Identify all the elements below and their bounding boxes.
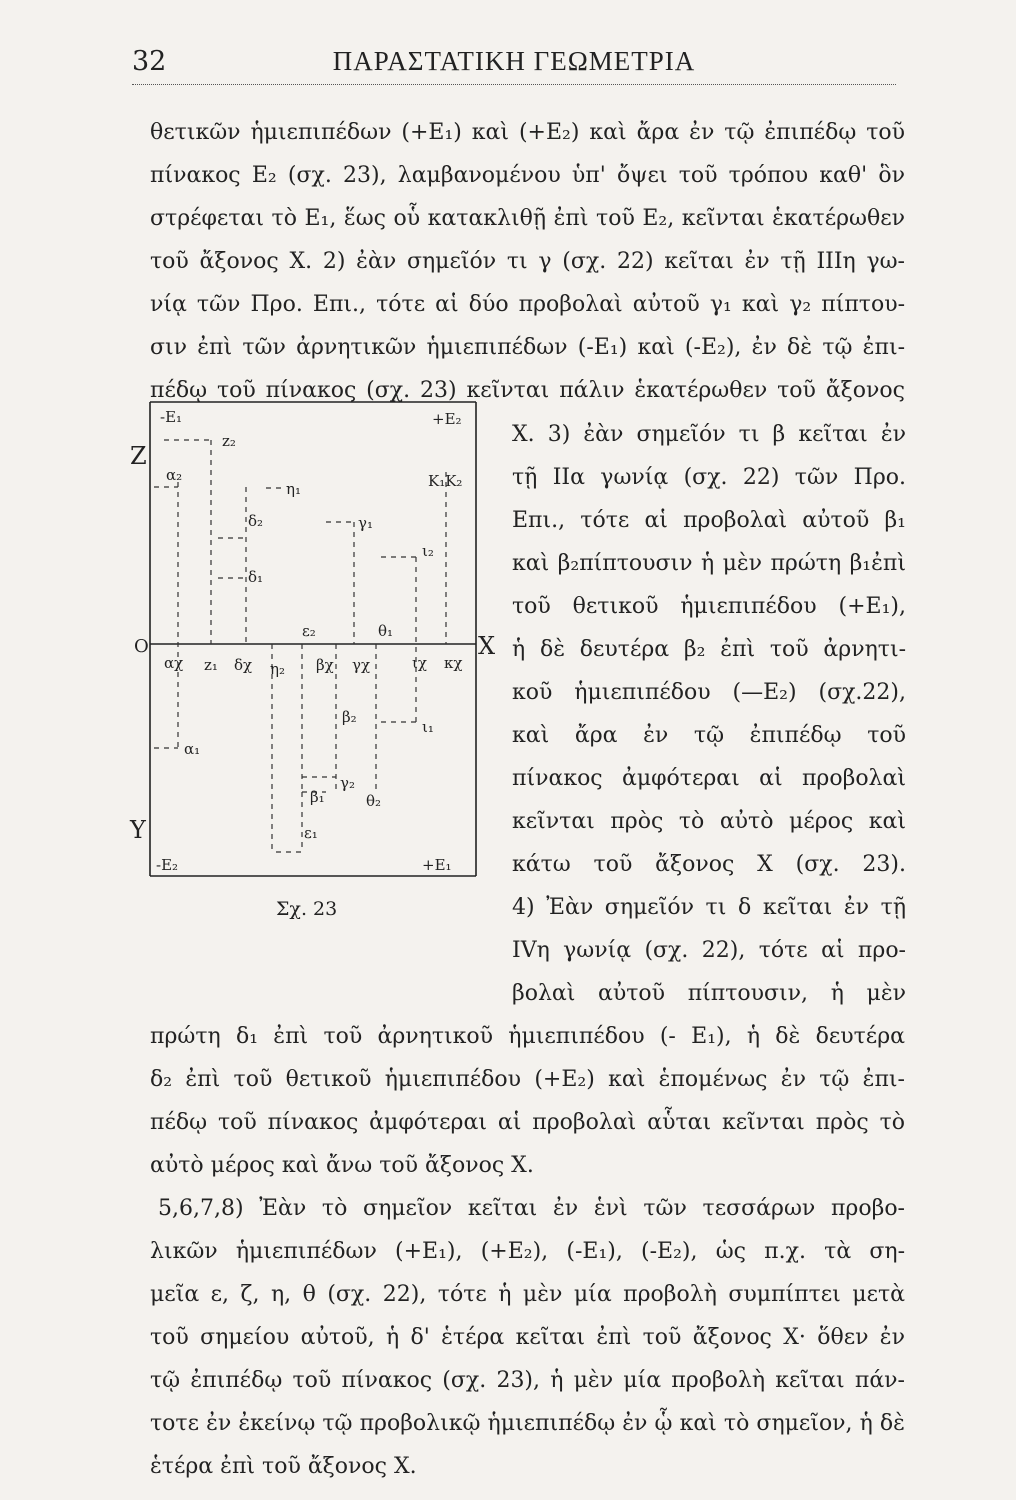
figure-diagram <box>126 392 498 912</box>
label-d2: δ₂ <box>248 512 264 530</box>
text-line: πίνακος ἀμφότεραι αἱ προβολαὶ <box>512 766 906 791</box>
label-z1: z₁ <box>204 656 218 674</box>
figure-23 <box>126 392 498 912</box>
text-line: δ₂ ἐπὶ τοῦ θετικοῦ ἡμιεπιπέδου (+Ε₂) καὶ ἑπομένως ἐν τῷ ἐπι- <box>150 1067 905 1092</box>
label-plus-E1: +E₁ <box>422 856 452 874</box>
label-ix: ιχ <box>412 654 427 672</box>
text-line: πέδῳ τοῦ πίνακος ἀμφότεραι αἱ προβολαὶ αὗται κεῖνται πρὸς τὸ <box>150 1110 905 1135</box>
label-b2: β₂ <box>342 708 357 726</box>
text-line: καὶ ἄρα ἐν τῷ ἐπιπέδῳ τοῦ <box>512 723 906 748</box>
label-d1: δ₁ <box>248 568 264 586</box>
label-Y: Y <box>130 816 146 844</box>
text-line: κάτω τοῦ ἄξονος Χ (σχ. 23). <box>512 852 906 877</box>
text-line: 4) Ἐὰν σημεῖόν τι δ κεῖται ἐν τῇ <box>512 895 906 920</box>
text-line: μεῖα ε, ζ, η, θ (σχ. 22), τότε ἡ μὲν μία προβολὴ συμπίπτει μετὰ <box>150 1282 905 1307</box>
text-line: τοῦ ἄξονος Χ. 2) ἐὰν σημεῖόν τι γ (σχ. 22) κεῖται ἐν τῇ ΙΙΙη γω- <box>150 249 905 274</box>
label-bx: βχ <box>316 656 334 674</box>
label-i1: ι₁ <box>422 718 434 736</box>
label-O: O <box>134 636 149 657</box>
text-line: τοτε ἐν ἐκείνῳ τῷ προβολικῷ ἡμιεπιπέδῳ ἐν ᾧ καὶ τὸ σημεῖον, ἡ δὲ <box>150 1411 905 1436</box>
page-number: 32 <box>132 46 167 77</box>
label-a1: α₁ <box>184 740 201 758</box>
label-h2: η₂ <box>270 660 285 678</box>
label-z2: z₂ <box>222 432 236 450</box>
text-line: πρώτη δ₁ ἐπὶ τοῦ ἀρνητικοῦ ἡμιεπιπέδου (- Ε₁), ἡ δὲ δευτέρα <box>150 1024 905 1049</box>
text-line: τῇ ΙΙα γωνίᾳ (σχ. 22) τῶν Προ. <box>512 465 906 490</box>
label-th2: θ₂ <box>366 792 382 810</box>
label-minus-E2: -E₂ <box>156 856 179 874</box>
label-h1: η₁ <box>286 480 301 498</box>
text-line: θετικῶν ἡμιεπιπέδων (+Ε₁) καὶ (+Ε₂) καὶ ἄρα ἐν τῷ ἐπιπέδῳ τοῦ <box>150 120 905 145</box>
label-minus-E1: -E₁ <box>160 408 183 426</box>
text-line: στρέφεται τὸ Ε₁, ἕως οὗ κατακλιθῇ ἐπὶ τοῦ Ε₂, κεῖνται ἑκατέρωθεν <box>150 206 905 231</box>
text-line: 5,6,7,8) Ἐὰν τὸ σημεῖον κεῖται ἐν ἑνὶ τῶν τεσσάρων προβο- <box>158 1196 905 1221</box>
label-e1: ε₁ <box>304 824 318 842</box>
label-ax: αχ <box>164 654 184 672</box>
label-Z: Z <box>130 442 147 470</box>
text-line: ἡ δὲ δευτέρα β₂ ἐπὶ τοῦ ἀρνητι- <box>512 637 906 662</box>
text-line: πέδῳ τοῦ πίνακος (σχ. 23) κεῖνται πάλιν ἑκατέρωθεν τοῦ ἄξονος <box>150 378 905 403</box>
text-line: ΙVη γωνίᾳ (σχ. 22), τότε αἱ προ- <box>512 938 906 963</box>
text-line: λικῶν ἡμιεπιπέδων (+Ε₁), (+Ε₂), (-Ε₁), (-Ε₂), ὡς π.χ. τὰ ση- <box>150 1239 905 1264</box>
text-line: τῷ ἐπιπέδῳ τοῦ πίνακος (σχ. 23), ἡ μὲν μία προβολὴ κεῖται πάν- <box>150 1368 905 1393</box>
label-plus-E2: +E₂ <box>432 410 462 428</box>
text-line: τοῦ θετικοῦ ἡμιεπιπέδου (+Ε₁), <box>512 594 906 619</box>
label-th1: θ₁ <box>378 622 394 640</box>
label-k1k2: K₁K₂ <box>428 472 463 490</box>
text-line: Επι., τότε αἱ προβολαὶ αὐτοῦ β₁ <box>512 508 906 533</box>
label-b1: β₁ <box>310 788 325 806</box>
text-line: σιν ἐπὶ τῶν ἀρνητικῶν ἡμιεπιπέδων (-Ε₁) καὶ (-Ε₂), ἐν δὲ τῷ ἐπι- <box>150 335 905 360</box>
label-g2: γ₂ <box>340 774 355 792</box>
text-line: κοῦ ἡμιεπιπέδου (—Ε₂) (σχ.22), <box>512 680 906 705</box>
text-line: τοῦ σημείου αὐτοῦ, ἡ δ' ἑτέρα κεῖται ἐπὶ τοῦ ἄξονος Χ· ὅθεν ἐν <box>150 1325 905 1350</box>
label-kx: κχ <box>444 654 463 672</box>
text-line: ἑτέρα ἐπὶ τοῦ ἄξονος Χ. <box>150 1454 417 1479</box>
label-g1: γ₁ <box>358 514 373 532</box>
text-line: βολαὶ αὐτοῦ πίπτουσιν, ἡ μὲν <box>512 981 906 1006</box>
text-line: κεῖνται πρὸς τὸ αὐτὸ μέρος καὶ <box>512 809 906 834</box>
figure-caption: Σχ. 23 <box>276 898 338 920</box>
text-line: καὶ β₂πίπτουσιν ἡ μὲν πρώτη β₁ἐπὶ <box>512 551 906 576</box>
label-e2: ε₂ <box>302 622 316 640</box>
text-line: νίᾳ τῶν Προ. Επι., τότε αἱ δύο προβολαὶ αὐτοῦ γ₁ καὶ γ₂ πίπτου- <box>150 292 905 317</box>
label-i2: ι₂ <box>422 542 434 560</box>
label-a2: α₂ <box>166 466 183 484</box>
label-gx: γχ <box>352 656 371 674</box>
text-line: Χ. 3) ἐὰν σημεῖόν τι β κεῖται ἐν <box>512 422 906 447</box>
text-line: αὐτὸ μέρος καὶ ἄνω τοῦ ἄξονος Χ. <box>150 1153 534 1178</box>
page-header <box>132 38 896 85</box>
running-title: ΠΑΡΑΣΤΑΤΙΚΗ ΓΕΩΜΕΤΡΙΑ <box>332 46 696 76</box>
text-line: πίνακος Ε₂ (σχ. 23), λαμβανομένου ὑπ' ὄψει τοῦ τρόπου καθ' ὃν <box>150 163 905 188</box>
label-X: X <box>478 632 496 660</box>
label-dx: δχ <box>234 656 253 674</box>
